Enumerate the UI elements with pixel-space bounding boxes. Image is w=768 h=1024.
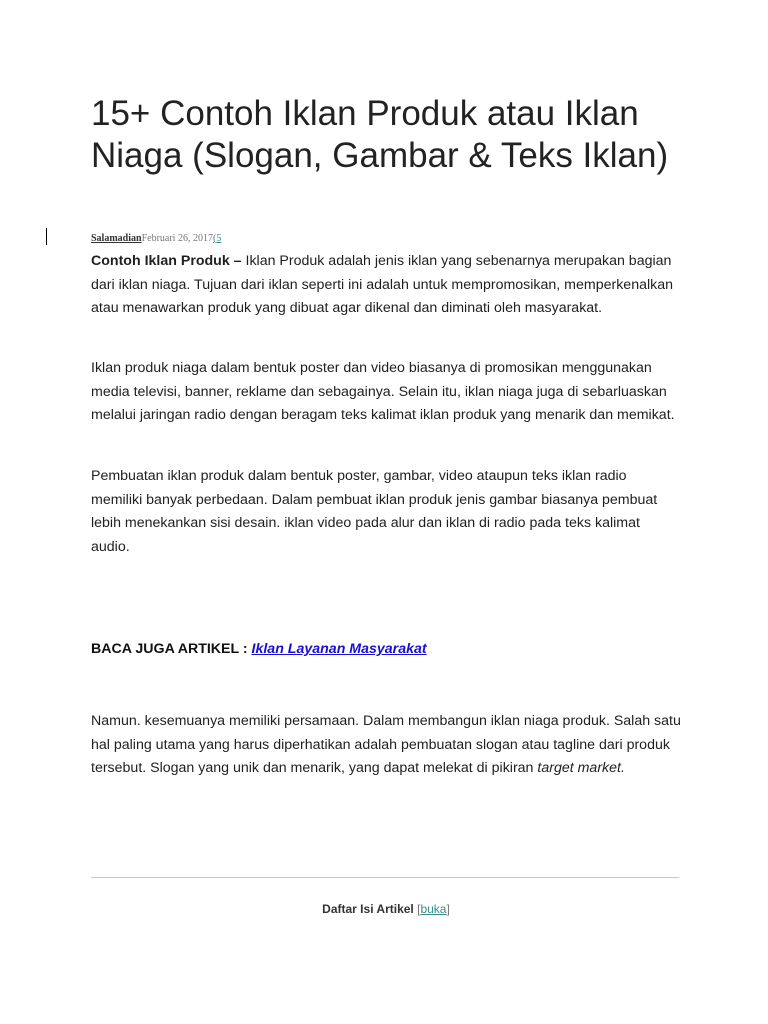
paragraph-italic: target market <box>537 760 621 776</box>
paragraph-text: Namun. kesemuanya memiliki persamaan. Dalam membangun iklan niaga produk. Salah satu hal paling utama yang harus diperhatikan adalah pembuatan slogan atau tagline dari produk tersebut. Slogan yang unik dan menarik, yang dapat melekat di pikiran <box>91 713 681 776</box>
comment-count-link[interactable] <box>213 233 221 244</box>
paragraph-media: Iklan produk niaga dalam bentuk poster dan video biasanya di promosikan menggunakan media televisi, banner, reklame dan sebagainya. Selain itu, iklan niaga juga di sebarluaskan melalui jaringan radio dengan beragam teks kalimat iklan produk yang menarik dan memikat. <box>91 360 675 423</box>
paragraph-intro <box>91 250 681 321</box>
paragraph-lead: Contoh Iklan Produk – <box>91 253 242 269</box>
paragraph-text: Iklan Produk adalah jenis iklan yang sebenarnya merupakan bagian dari iklan niaga. Tujuan dari iklan seperti ini adalah untuk mempromosikan, memperkenalkan atau menawarkan produk yang dibuat agar dikenal dan diminati oleh masyarakat. <box>91 253 673 316</box>
paragraph-end: . <box>620 760 625 776</box>
related-article <box>91 640 427 658</box>
related-article-label: BACA JUGA ARTIKEL : <box>91 641 252 657</box>
author-link[interactable]: Salamadian <box>91 233 142 244</box>
table-of-contents <box>91 901 681 917</box>
toc-title: Daftar Isi Artikel <box>322 902 414 916</box>
related-article-link[interactable]: Iklan Layanan Masyarakat <box>251 641 427 657</box>
paragraph-slogan <box>91 710 681 781</box>
text-cursor <box>46 228 47 245</box>
comment-icon: ( <box>212 233 217 244</box>
article-title: 15+ Contoh Iklan Produk atau Iklan Niaga (Slogan, Gambar & Teks Iklan) <box>91 94 669 175</box>
paragraph-differences: Pembuatan iklan produk dalam bentuk poster, gambar, video ataupun teks iklan radio memiliki banyak perbedaan. Dalam pembuat iklan produk jenis gambar biasanya pembuat lebih menekankan sisi desain. iklan video pada alur dan iklan di radio pada teks kalimat audio. <box>91 468 658 555</box>
toc-toggle-link[interactable]: buka <box>420 902 447 916</box>
article-meta <box>91 233 221 245</box>
toc-bracket-open: [ <box>417 902 421 916</box>
comment-count: 5 <box>216 233 222 244</box>
post-date: Februari 26, 2017 <box>141 233 213 244</box>
toc-bracket-close: ] <box>446 902 450 916</box>
divider <box>91 877 679 878</box>
